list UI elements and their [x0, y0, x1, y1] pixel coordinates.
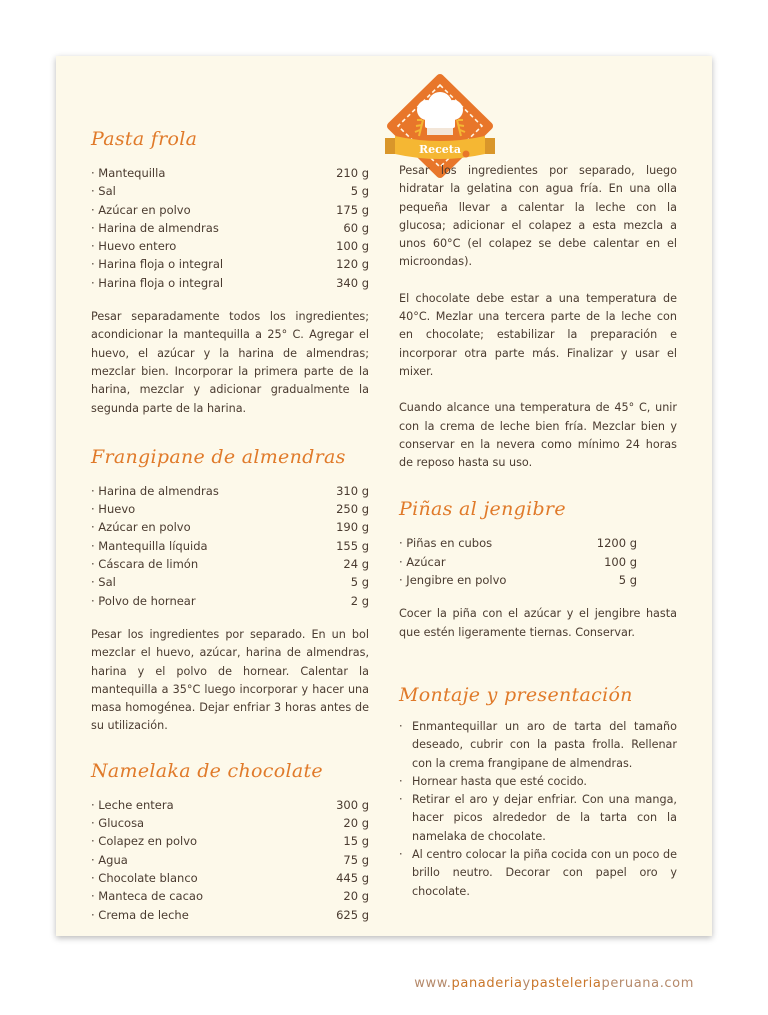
- ingredient-list-pasta-frola: [91, 164, 369, 292]
- list-item: · Harina de almendras 310 g: [91, 483, 369, 498]
- bullet-icon: ·: [399, 848, 403, 862]
- list-item: · Harina floja o integral 340 g: [91, 275, 369, 290]
- list-item: · Sal 5 g: [91, 184, 369, 199]
- list-item: · Mantequilla 210 g: [91, 166, 369, 180]
- namelaka-step-2: El chocolate debe estar a una temperatura de 40°C. Mezlar una tercera parte de la leche con en chocolate; estabilizar la preparación e incorporar otra parte más. Finalizar y usar el mixer.: [399, 291, 677, 378]
- steps-list-montaje: [399, 718, 677, 901]
- list-item: · Glucosa 20 g: [91, 816, 369, 831]
- list-item: · Azúcar en polvo 175 g: [91, 202, 369, 217]
- list-item: · Agua 75 g: [91, 852, 369, 867]
- list-item: · Harina de almendras 60 g: [91, 220, 369, 235]
- list-item: · Mantequilla líquida 155 g: [91, 538, 369, 553]
- list-item: · Al centro colocar la piña cocida con un poco de brillo neutro. Decorar con papel oro y chocolate.: [399, 848, 677, 898]
- list-item: · Piñas en cubos 1200 g: [399, 536, 637, 551]
- list-item: · Jengibre en polvo 5 g: [399, 573, 637, 588]
- section-title-pinas: Piñas al jengibre: [399, 498, 566, 521]
- list-item: · Polvo de hornear 2 g: [91, 593, 369, 608]
- left-column: [91, 128, 369, 924]
- list-item: · Cáscara de limón 24 g: [91, 557, 369, 572]
- ingredient-list-frangipane: [91, 482, 369, 610]
- list-item: · Sal 5 g: [91, 575, 369, 590]
- list-item: · Crema de leche 625 g: [91, 907, 369, 922]
- instructions-pinas: Cocer la piña con el azúcar y el jengibre hasta que estén ligeramente tiernas. Conservar.: [399, 607, 677, 639]
- section-title-pasta-frola: Pasta frola: [91, 128, 198, 150]
- ingredient-list-pinas: [399, 534, 637, 589]
- list-item: · Azúcar 100 g: [399, 554, 637, 569]
- pretzel-icon: [463, 151, 470, 158]
- list-item: · Chocolate blanco 445 g: [91, 870, 369, 885]
- bullet-icon: ·: [399, 774, 403, 788]
- list-item: · Enmantequillar un aro de tarta del tamaño deseado, cubrir con la pasta frolla. Rellenar con la crema frangipane de almendras.: [399, 719, 677, 770]
- list-item: · Huevo entero 100 g: [91, 239, 369, 254]
- website-url[interactable]: www.panaderiaypasteleriaperuana.com: [414, 976, 694, 991]
- bullet-icon: ·: [399, 719, 403, 733]
- recipe-card: [56, 56, 712, 936]
- list-item: · Harina floja o integral 120 g: [91, 257, 369, 272]
- list-item: · Huevo 250 g: [91, 502, 369, 517]
- namelaka-step-3: Cuando alcance una temperatura de 45° C, unir con la crema de leche bien fría. Mezclar bien y conservar en la nevera como mínimo 24 horas de reposo hasta su uso.: [399, 401, 677, 470]
- instructions-frangipane: Pesar los ingredientes por separado. En un bol mezclar el huevo, azúcar, harina de almendras, harina y el polvo de hornear. Calentar la mantequilla a 35°C luego incorporar y hacer una masa homogénea. Dejar enfriar 3 horas antes de su utilización.: [91, 627, 369, 733]
- section-title-namelaka: Namelaka de chocolate: [91, 759, 323, 782]
- list-item: · Hornear hasta que esté cocido.: [399, 773, 677, 791]
- list-item: · Azúcar en polvo 190 g: [91, 520, 369, 535]
- list-item: · Retirar el aro y dejar enfriar. Con una manga, hacer picos alrededor de la tarta con la namelaka de chocolate.: [399, 793, 677, 843]
- namelaka-step-1: Pesar los ingredientes por separado, luego hidratar la gelatina con agua fría. En una olla pequeña llevar a calentar la leche con la glucosa; adicionar el colapez a esta mezcla a unos 60°C (el colapez se debe calentar en el microondas).: [399, 164, 677, 269]
- list-item: · Manteca de cacao 20 g: [91, 889, 369, 904]
- ingredient-list-namelaka: [91, 796, 369, 924]
- section-title-montaje: Montaje y presentación: [399, 683, 633, 706]
- instructions-pasta-frola: Pesar separadamente todos los ingredientes; acondicionar la mantequilla a 25° C. Agregar el huevo, el azúcar y la harina de almendras; mezclar bien. Incorporar la primera parte de la harina, mezclar y adicionar gradualmente la segunda parte de la harina.: [91, 310, 369, 415]
- right-column: [399, 162, 677, 901]
- section-title-frangipane: Frangipane de almendras: [91, 445, 346, 468]
- bullet-icon: ·: [399, 793, 403, 807]
- list-item: · Colapez en polvo 15 g: [91, 834, 369, 849]
- badge-label: Receta: [418, 143, 462, 156]
- list-item: · Leche entera 300 g: [91, 797, 369, 812]
